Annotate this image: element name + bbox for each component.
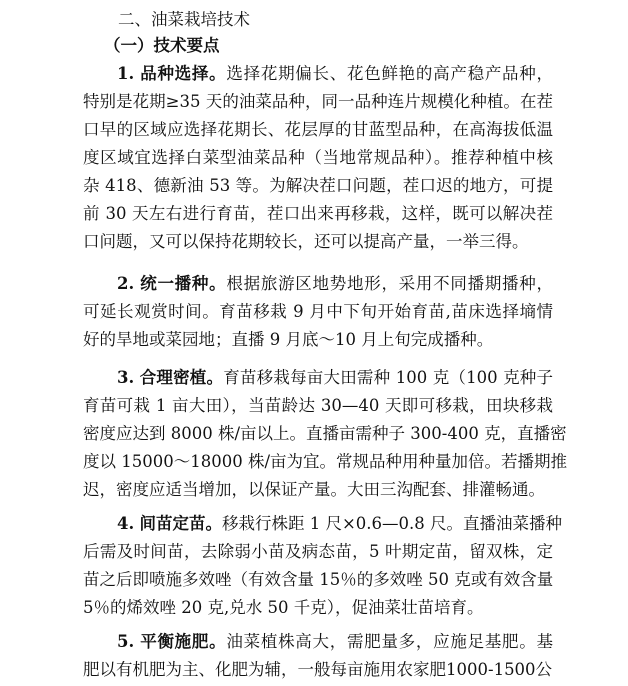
- paragraph-1-line-6: 前 30 天左右进行育苗，茬口出来再移栽，这样，既可以解决茬: [83, 204, 553, 223]
- item-4-number: 4.: [117, 514, 135, 533]
- paragraph-3-line-5: 迟，密度应适当增加，以保证产量。大田三沟配套、排灌畅通。: [83, 480, 545, 499]
- item-3-number: 3.: [117, 368, 135, 387]
- paragraph-3-line-4: 度以 15000～18000 株/亩为宜。常规品种用种量加倍。若播期推: [83, 452, 568, 471]
- paragraph-1-line-2: 特别是花期≥35 天的油菜品种，同一品种连片规模化种植。在茬: [83, 92, 553, 111]
- paragraph-2-line-3: 好的旱地或菜园地；直播 9 月底～10 月上旬完成播种。: [83, 330, 494, 349]
- item-5-title: 平衡施肥。: [140, 632, 227, 651]
- paragraph-3-line-3: 密度应达到 8000 株/亩以上。直播亩需种子 300-400 克，直播密: [83, 424, 567, 443]
- paragraph-4-line-3: 苗之后即喷施多效唑（有效含量 15％的多效唑 50 克或有效含量: [83, 570, 554, 589]
- item-2-title: 统一播种。: [140, 274, 227, 293]
- paragraph-1-line-4: 度区域宜选择白菜型油菜品种（当地常规品种）。推荐种植中核: [83, 148, 553, 167]
- item-2-number: 2.: [117, 274, 135, 293]
- paragraph-5-line-2: 肥以有机肥为主、化肥为辅，一般每亩施用农家肥1000-1500公: [83, 660, 553, 679]
- item-4-title: 间苗定苗。: [139, 514, 222, 533]
- paragraph-1-line-1: [117, 62, 553, 86]
- item-5-text: 油菜植株高大，需肥量多，应施足基肥。基: [226, 632, 554, 651]
- section-title: 二、油菜栽培技术: [118, 10, 250, 29]
- paragraph-3-line-2: 育苗可栽 1 亩大田），当苗龄达 30—40 天即可移栽，田块移栽: [83, 396, 553, 415]
- paragraph-5-line-1: [117, 630, 553, 654]
- paragraph-1-line-7: 口问题，又可以保持花期较长，还可以提高产量，一举三得。: [83, 232, 529, 251]
- item-1-text: 选择花期偏长、花色鲜艳的高产稳产品种，: [226, 64, 554, 83]
- subsection-title: （一）技术要点: [104, 36, 220, 55]
- paragraph-4-line-1: [117, 512, 563, 536]
- item-3-text: 育苗移栽每亩大田需种 100 克（100 克种子: [223, 368, 553, 387]
- paragraph-1-line-5: 杂 418、德新油 53 等。为解决茬口问题，茬口迟的地方，可提: [83, 176, 553, 195]
- item-1-number: 1.: [117, 64, 135, 83]
- paragraph-3-line-1: [117, 366, 553, 390]
- paragraph-4-line-4: 5％的烯效唑 20 克,兑水 50 千克），促油菜壮苗培育。: [83, 598, 484, 617]
- item-3-title: 合理密植。: [139, 368, 224, 387]
- paragraph-2-line-2: 可延长观赏时间。育苗移栽 9 月中下旬开始育苗,苗床选择墒情: [83, 302, 553, 321]
- paragraph-4-line-2: 后需及时间苗，去除弱小苗及病态苗，5 叶期定苗，留双株，定: [83, 542, 553, 561]
- paragraph-1-line-3: 口早的区域应选择花期长、花层厚的甘蓝型品种，在高海拔低温: [83, 120, 553, 139]
- item-2-text: 根据旅游区地势地形，采用不同播期播种，: [226, 274, 554, 293]
- paragraph-2-line-1: [117, 272, 553, 296]
- item-1-title: 品种选择。: [140, 64, 227, 83]
- item-4-text: 移栽行株距 1 尺×0.6—0.8 尺。直播油菜播种: [221, 514, 563, 533]
- item-5-number: 5.: [117, 632, 135, 651]
